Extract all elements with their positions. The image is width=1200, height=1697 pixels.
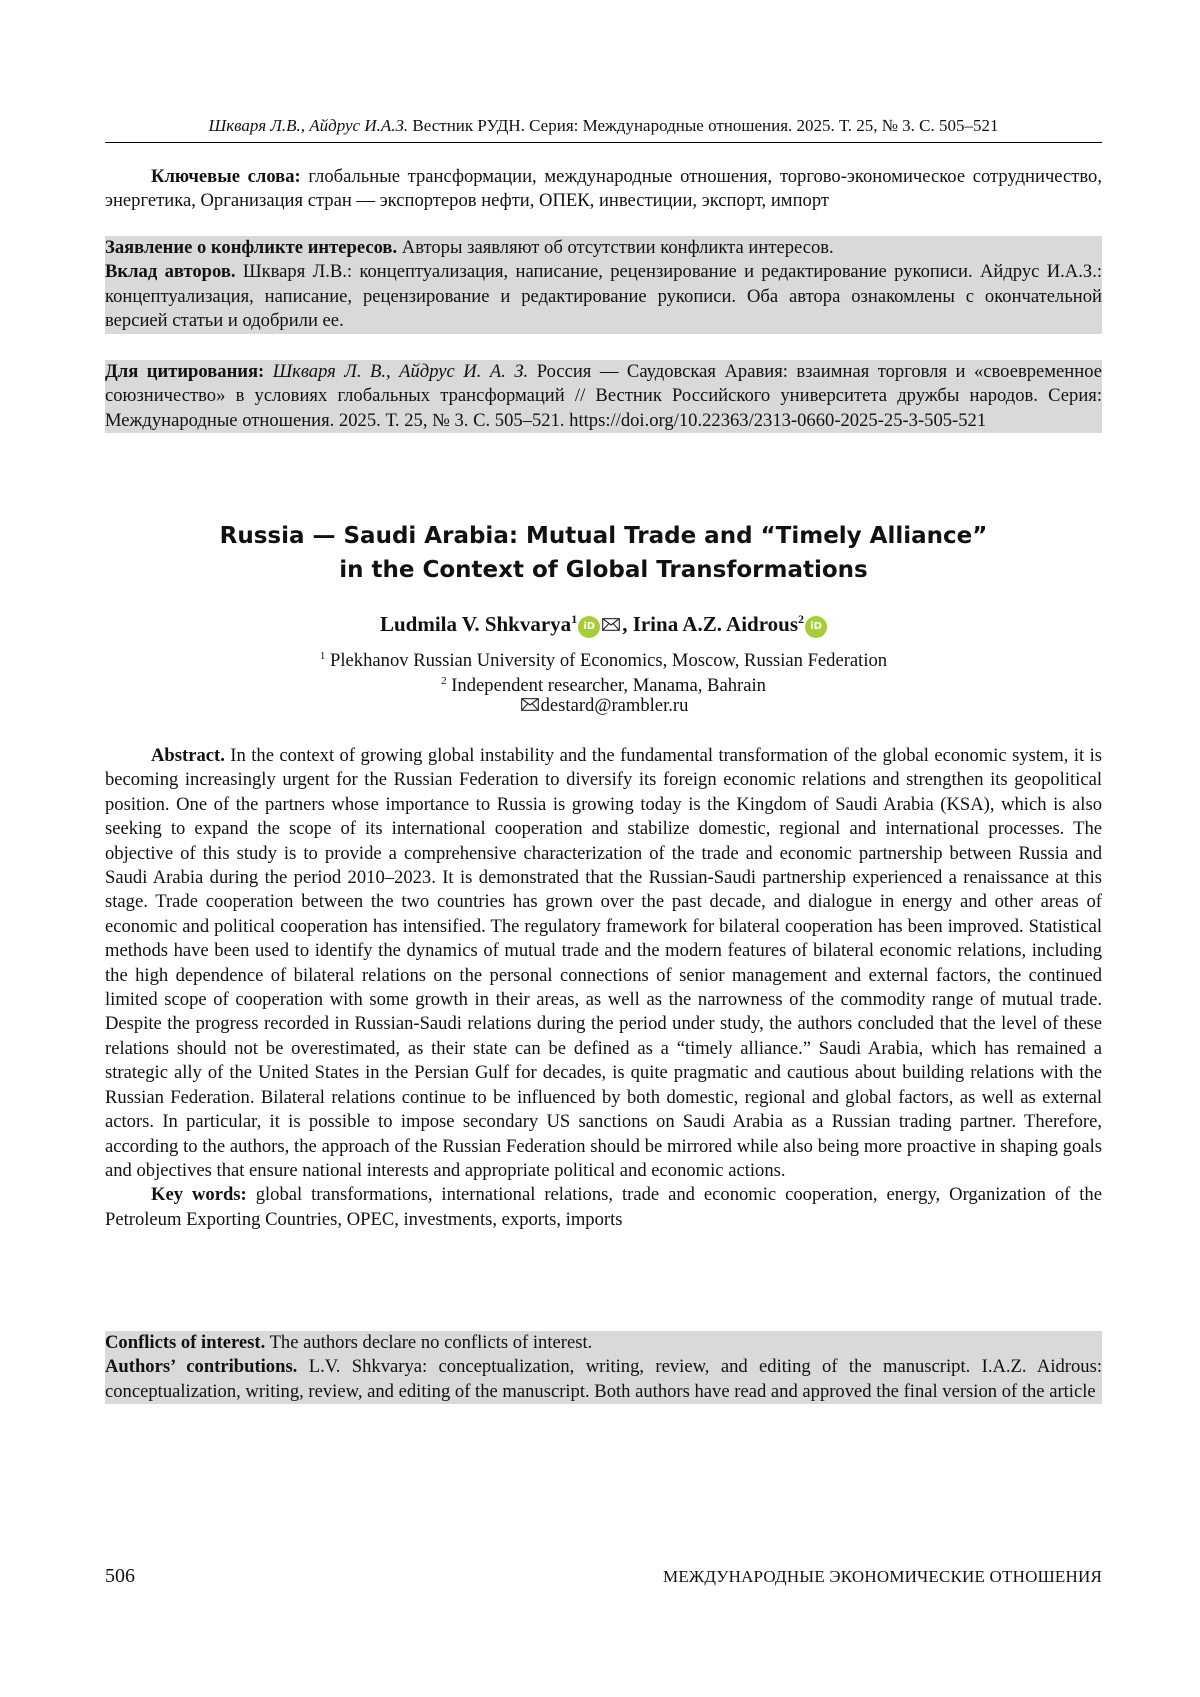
en-keywords-label: Key words: (151, 1184, 247, 1206)
en-conflict-text: The authors declare no conflicts of interest. (269, 1332, 593, 1353)
en-disclosure-box (105, 1331, 1102, 1404)
envelope-icon (521, 698, 539, 711)
ru-contrib-label: Вклад авторов. (105, 261, 236, 283)
ru-contrib-text: Шкваря Л.В.: концептуализация, написание, рецензирование и редактирование рукописи. Айдрус И.А.З.: концептуализация, написание, рецензирование и редактирование рукописи. Оба автора ознакомлены с окончательной версией статьи и одобрили ее. (105, 261, 1103, 332)
running-head-journal: Вестник РУДН. Серия: Международные отношения. 2025. Т. 25, № 3. С. 505–521 (412, 116, 999, 135)
title-line-1: Russia — Saudi Arabia: Mutual Trade and “Timely Alliance” (219, 523, 988, 549)
ru-keywords-label: Ключевые слова: (151, 166, 301, 187)
orcid-icon[interactable]: iD (805, 616, 827, 638)
author-2-sup: 2 (798, 612, 805, 626)
envelope-icon[interactable] (602, 618, 620, 631)
abstract-text: In the context of growing global instability and the fundamental transformation of the global economic system, it is becoming increasingly urgent for the Russian Federation to diversify its foreign economic relations and strengthen its geopolitical position. One of the partners whose importance to Russia is growing today is the Kingdom of Saudi Arabia (KSA), which is also seeking to expand the scope of its international cooperation and stabilize domestic, regional and international processes. The objective of this study is to provide a comprehensive characterization of the trade and economic partnership between Russia and Saudi Arabia during the period 2010–2023. It is demonstrated that the Russian-Saudi partnership experienced a renaissance at this stage. Trade cooperation between the two countries has grown over the past decade, and dialogue in energy and other areas of economic and political cooperation has intensified. The regulatory framework for bilateral cooperation has been improved. Statistical methods have been used to identify the dynamics of mutual trade and the modern features of bilateral economic relations, including the high dependence of bilateral relations on the personal connections of senior management and external factors, the continued limited scope of cooperation with some growth in their areas, as well as the narrowness of the commodity range of mutual trade. Despite the progress recorded in Russian-Saudi relations during the period under study, the authors concluded that the level of these relations should not be overestimated, as their state can be defined as a “timely alliance.” Saudi Arabia, which has remained a strategic ally of the United States in the Persian Gulf for decades, is quite pragmatic and cautious about building relations with the Russian Federation. Bilateral relations continue to be influenced by both domestic, regional and global factors, as well as external actors. In particular, it is possible to impose secondary US sanctions on Saudi Arabia as a Russian trading partner. Therefore, according to the authors, the approach of the Russian Federation should be mirrored while also being more proactive in shaping goals and objectives that ensure national interests and appropriate political and economic actions. (105, 745, 1103, 1181)
affiliation-1-text: Plekhanov Russian University of Economics, Moscow, Russian Federation (330, 650, 888, 671)
page-number: 506 (105, 1565, 135, 1587)
email-link[interactable]: destard@rambler.ru (540, 695, 689, 716)
en-contrib-text: L.V. Shkvarya: conceptualization, writing, review, and editing of the manuscript. I.A.Z. Aidrous: conceptualization, writing, review, and editing of the manuscript. Both authors have read and approved the final version of the article (105, 1356, 1102, 1402)
abstract-label: Abstract. (151, 745, 225, 766)
author-1-name: Ludmila V. Shkvarya (379, 612, 572, 636)
affiliation-2-sup: 2 (441, 675, 447, 687)
contact-email (105, 694, 1102, 718)
ru-disclosure-box (105, 236, 1102, 334)
ru-citation-label: Для цитирования: (105, 361, 265, 382)
en-contrib (105, 1355, 1102, 1404)
author-1-sup: 1 (571, 612, 578, 626)
en-keywords (105, 1183, 1102, 1232)
affiliation-1-sup: 1 (319, 650, 326, 662)
ru-keywords (105, 165, 1102, 214)
ru-citation-authors: Шкваря Л. В., Айдрус И. А. З. (272, 361, 529, 382)
authors-line (105, 605, 1102, 638)
orcid-icon[interactable]: iD (578, 616, 600, 638)
en-contrib-label: Authors’ contributions. (105, 1356, 298, 1378)
author-separator: , (622, 612, 628, 636)
article-title (105, 519, 1102, 587)
ru-citation-box (105, 360, 1102, 433)
ru-contrib (105, 260, 1102, 333)
ru-citation-text: Россия — Саудовская Аравия: взаимная торговля и «своевременное союзничество» в условиях глобальных трансформаций // Вестник Российского университета дружбы народов. Серия: Международные отношения. 2025. Т. 25, № 3. С. 505–521. https://doi.org/10.22363/2313-0660-2025-25-3-505-521 (105, 361, 1102, 431)
running-head-authors: Шкваря Л.В., Айдрус И.А.З. (208, 116, 409, 135)
en-conflict (105, 1331, 1102, 1355)
title-line-2: in the Context of Global Transformations (339, 557, 868, 583)
ru-keywords-block (105, 165, 1102, 214)
header-rule (105, 142, 1102, 143)
author-2-name: Irina A.Z. Aidrous (632, 612, 799, 636)
running-head (105, 115, 1102, 137)
ru-citation (105, 360, 1102, 433)
en-keywords-text: global transformations, international relations, trade and economic cooperation, energy, Organization of the Petroleum Exporting Countries, OPEC, investments, exports, imports (105, 1184, 1102, 1230)
ru-conflict-text: Авторы заявляют об отсутствии конфликта интересов. (401, 237, 834, 258)
ru-conflict-label: Заявление о конфликте интересов. (105, 237, 398, 258)
ru-conflict (105, 236, 1102, 260)
ru-keywords-text: глобальные трансформации, международные отношения, торгово-экономическое сотрудничество, энергетика, Организация стран — экспортеров нефти, ОПЕК, инвестиции, экспорт, импорт (105, 166, 1102, 212)
abstract-block (105, 744, 1102, 1232)
abstract (105, 744, 1102, 1183)
en-conflict-label: Conflicts of interest. (105, 1332, 266, 1353)
section-title: МЕЖДУНАРОДНЫЕ ЭКОНОМИЧЕСКИЕ ОТНОШЕНИЯ (663, 1567, 1102, 1586)
affiliation-2-text: Independent researcher, Manama, Bahrain (451, 675, 766, 696)
